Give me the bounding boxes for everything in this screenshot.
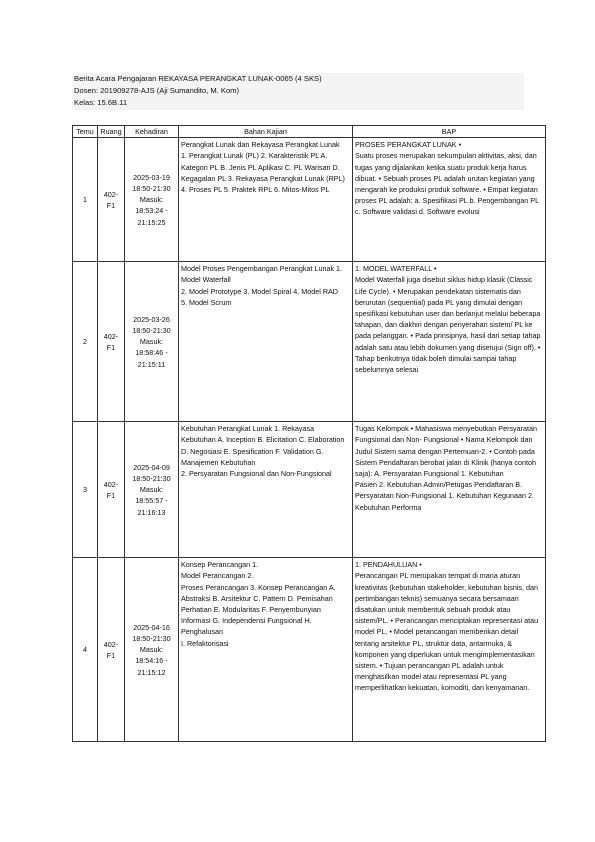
course-title: Berita Acara Pengajaran REKAYASA PERANGKAT LUNAK-0065 (4 SKS) <box>72 73 524 85</box>
cell-temu: 1 <box>73 138 98 262</box>
col-header-ruang: Ruang <box>98 126 125 138</box>
cell-bahan-kajian: Perangkat Lunak dan Rekayasa Perangkat Lunak 1. Perangkat Lunak (PL) 2. Karakteristik PL A. Kategori PL B. Jenis PL Aplikasi C. PL Warisan D. Kegagalan PL 3. Rekayasa Perangkat Lunak (RPL) 4. Proses PL 5. Praktek RPL 6. Mitos-Mitos PL <box>179 138 353 262</box>
col-header-kehadiran: Kehadiran <box>125 126 179 138</box>
col-header-bahan-kajian: Bahan Kajian <box>179 126 353 138</box>
lecturer-line: Dosen: 201909278-AJS (Aji Sumandito, M. Kom) <box>72 85 524 97</box>
cell-kehadiran: 2025-04-16 18:50-21:30 Masuk: 18:54:16 - 21:15:12 <box>125 558 179 742</box>
class-line: Kelas: 15.6B.11 <box>72 97 524 109</box>
cell-kehadiran: 2025-03-19 18:50-21:30 Masuk: 18:53:24 - 21:15:25 <box>125 138 179 262</box>
document-header <box>72 73 524 110</box>
teaching-record-table <box>72 125 546 742</box>
cell-bap: 1. MODEL WATERFALL • Model Waterfall juga disebut siklus hidup klasik (Classic Life Cycle). • Merupakan pendekatan sistematis dan berurutan (sequential) pada PL yang dimulai dengan spesifikasi kebutuhan user dan berlanjut melalui beberapa tahapan, dan diakhiri dengan penyerahan sistem/ PL ke pada pelanggan. • Pada prinsipnya, hasil dari setiap tahap adalah satu atau lebih dokumen yang disetujui (Sign off). • Tahap berikutnya tidak boleh dimulai sampai tahap sebelumnya selesai <box>353 262 546 422</box>
col-header-bap: BAP <box>353 126 546 138</box>
table-header-row <box>73 126 546 138</box>
table-row <box>73 262 546 422</box>
cell-kehadiran: 2025-04-09 18:50-21:30 Masuk: 18:55:57 - 21:16:13 <box>125 422 179 558</box>
cell-temu: 4 <box>73 558 98 742</box>
cell-kehadiran: 2025-03-26 18:50-21:30 Masuk: 18:58:46 - 21:15:11 <box>125 262 179 422</box>
table-row <box>73 138 546 262</box>
cell-bahan-kajian: Konsep Perancangan 1. Model Perancangan 2. Proses Perancangan 3. Konsep Perancangan A. Abstraksi B. Arsitektur C. Pattern D. Pemisahan Perhatian E. Modularitas F. Penyembunyian Informasi G. Independensi Fungsional H. Penghalusan I. Refaktorisasi <box>179 558 353 742</box>
cell-ruang: 402- F1 <box>98 138 125 262</box>
table-row <box>73 558 546 742</box>
col-header-temu: Temu <box>73 126 98 138</box>
cell-bap: 1. PENDAHULUAN • Perancangan PL merupakan tempat di mana aturan kreativitas (kebutuhan stakeholder, kebutuhan bisnis, dan pertimbangan teknis) semuanya secara bersamaan disatukan untuk membentuk sebuah produk atau sistem/PL. • Perancangan menciptakan representasi atau model PL, • Model perancangan memberikan detail tentang arsitektur PL, struktur data, antarmuka, & komponen yang diperlukan untuk mengimplementasikan sistem. • Tujuan perancangan PL adalah untuk menghasilkan model atau representasi PL yang memperlihatkan kekuatan, komoditi, dan kenyamanan. <box>353 558 546 742</box>
cell-bahan-kajian: Kebutuhan Perangkat Lunak 1. Rekayasa Kebutuhan A. Inception B. Elicitation C. Elaboration D. Negosiasi E. Spesification F. Validation G. Manajemen Kebutuhan 2. Persyaratan Fungsional dan Non-Fungsional <box>179 422 353 558</box>
cell-bap: PROSES PERANGKAT LUNAK • Suatu proses merupakan sekumpulan aktivitas, aksi, dan tugas yang dijalankan ketika suatu produk kerja harus dibuat. • Sebuah proses PL adalah urutan kegiatan yang mengarah ke produksi produk software. • Empat kegiatan proses PL adalah: a. Spesifikasi PL b. Pengembangan PL c. Software validasi d. Software evolusi <box>353 138 546 262</box>
cell-bahan-kajian: Model Proses Pengembangan Perangkat Lunak 1. Model Waterfall 2. Model Prototype 3. Model Spiral 4. Model RAD 5. Model Scrum <box>179 262 353 422</box>
cell-ruang: 402- F1 <box>98 558 125 742</box>
cell-bap: Tugas Kelompok • Mahasiswa menyebutkan Persyaratan Fungsional dan Non- Fungsional • Nama Kelompok dan Judul Sistem sama dengan Pertemuan-2. • Contoh pada Sistem Pendaftaran berobat jalan di Klinik (hanya contoh saja): A. Persyaratan Fungsional 1. Kebutuhan Pasien 2. Kebutuhan Admin/Petugas Pendaftaran B. Persyaratan Non-Fungsional 1. Kebutuhan Kegunaan 2. Kebutuhan Performa <box>353 422 546 558</box>
cell-ruang: 402- F1 <box>98 422 125 558</box>
table-row <box>73 422 546 558</box>
cell-temu: 3 <box>73 422 98 558</box>
cell-ruang: 402- F1 <box>98 262 125 422</box>
cell-temu: 2 <box>73 262 98 422</box>
